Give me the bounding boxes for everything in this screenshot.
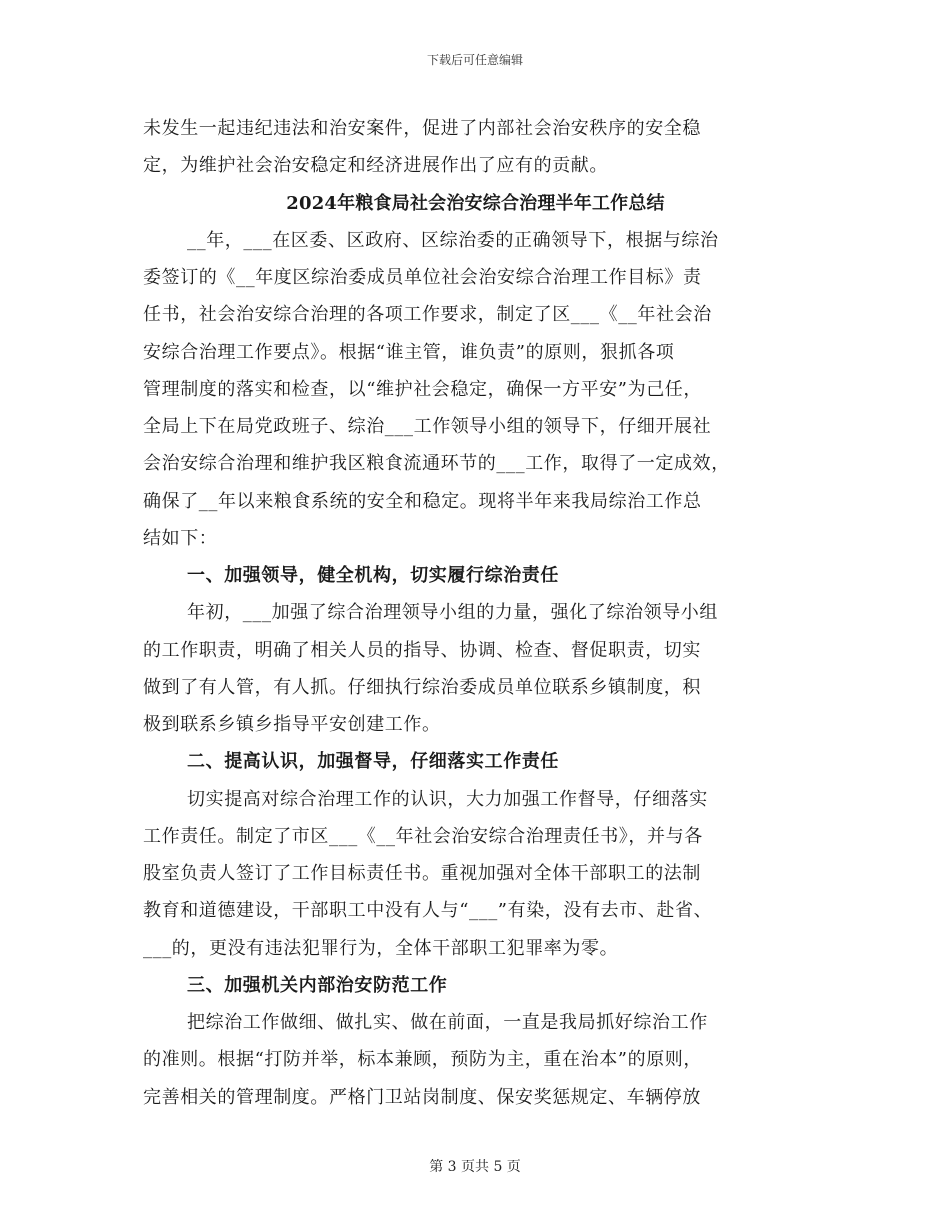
text-line: 安综合治理工作要点》。根据“谁主管，谁负责”的原则，狠抓各项: [143, 341, 675, 363]
page-footer: 第 3 页共 5 页: [429, 1159, 521, 1175]
text-line: 教育和道德建设，干部职工中没有人与“___”有染，没有去市、赴省、: [143, 900, 713, 922]
text-line: 把综治工作做细、做扎实、做在前面，一直是我局抓好综治工作: [187, 1012, 708, 1033]
page-header: 下载后可任意编辑: [426, 53, 523, 67]
text-line: 全局上下在局党政班子、综治___工作领导小组的领导下，仔细开展社: [143, 416, 712, 437]
text-line: 定，为维护社会治安稳定和经济进展作出了应有的贡献。: [143, 155, 608, 177]
section-heading: 二、提高认识，加强督导，仔细落实工作责任: [187, 751, 559, 773]
text-line: 工作责任。制定了市区___《__年社会治安综合治理责任书》，并与各: [143, 825, 703, 847]
section-heading: 一、加强领导，健全机构，切实履行综治责任: [187, 565, 559, 586]
text-line: 管理制度的落实和检查，以“维护社会稳定，确保一方平安”为己任，: [143, 378, 703, 400]
document-body: [143, 110, 808, 1116]
text-line: 任书，社会治安综合治理的各项工作要求，制定了区___《__年社会治: [143, 304, 712, 326]
text-line: __年，___在区委、区政府、区综治委的正确领导下，根据与综治: [187, 229, 719, 251]
text-line: 极到联系乡镇乡指导平安创建工作。: [143, 714, 441, 735]
text-line: 做到了有人管，有人抓。仔细执行综治委成员单位联系乡镇制度，积: [143, 676, 701, 698]
text-line: 委签订的《__年度区综治委成员单位社会治安综合治理工作目标》责: [143, 267, 702, 288]
text-line: 未发生一起违纪违法和治安案件，促进了内部社会治安秩序的安全稳: [143, 118, 701, 139]
text-line: 切实提高对综合治理工作的认识，大力加强工作督导，仔细落实: [187, 788, 708, 810]
text-line: 的工作职责，明确了相关人员的指导、协调、检查、督促职责，切实: [143, 639, 701, 661]
text-line: 完善相关的管理制度。严格门卫站岗制度、保安奖惩规定、车辆停放: [143, 1086, 701, 1108]
text-line: 确保了__年以来粮食系统的安全和稳定。现将半年来我局综治工作总: [143, 490, 702, 512]
text-line: 会治安综合治理和维护我区粮食流通环节的___工作，取得了一定成效，: [143, 453, 730, 475]
text-line: 年初，___加强了综合治理领导小组的力量，强化了综治领导小组: [187, 602, 718, 624]
text-line: ___的，更没有违法犯罪行为，全体干部职工犯罪率为零。: [143, 937, 619, 959]
text-line: 的准则。根据“打防并举，标本兼顾，预防为主，重在治本”的原则，: [143, 1049, 703, 1071]
text-line: 结如下：: [143, 527, 218, 549]
document-title: 2024年粮食局社会治安综合治理半年工作总结: [286, 192, 665, 214]
text-line: 股室负责人签订了工作目标责任书。重视加强对全体干部职工的法制: [143, 863, 701, 884]
section-heading: 三、加强机关内部治安防范工作: [187, 974, 448, 996]
